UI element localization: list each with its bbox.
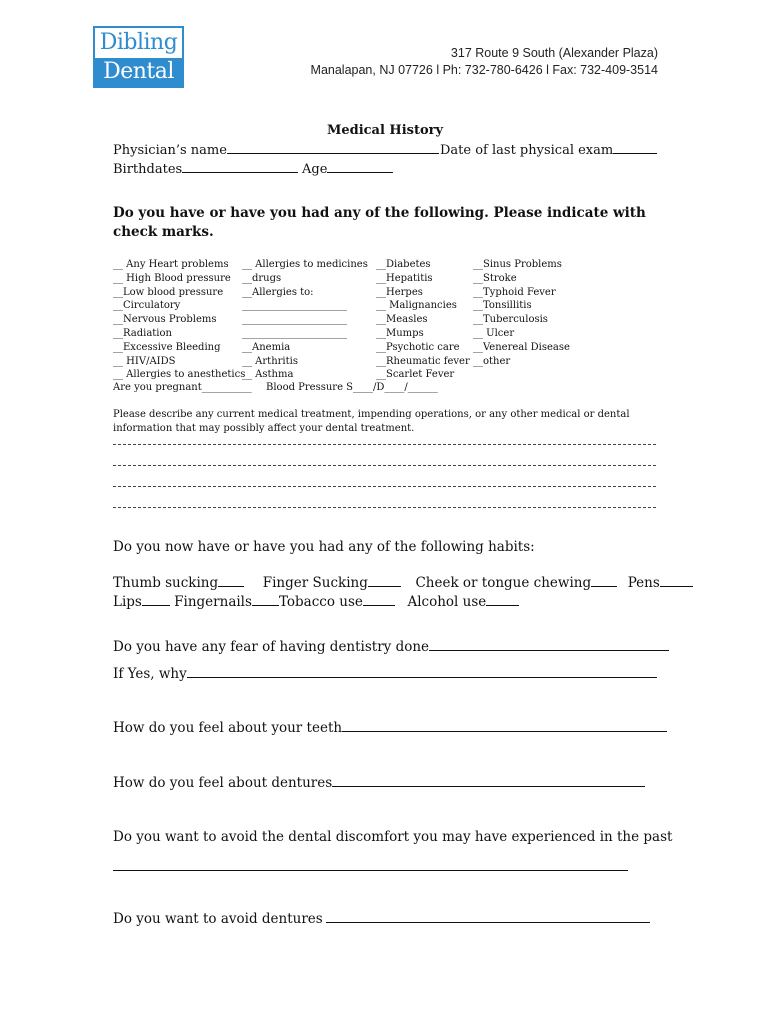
condition-item[interactable]: __Radiation <box>113 327 172 339</box>
logo-line-1: Dibling <box>99 30 178 55</box>
pens-blank[interactable] <box>660 574 693 587</box>
condition-item[interactable]: __Psychotic care <box>376 341 460 353</box>
conditions-column-1 <box>113 258 245 382</box>
finger-sucking-label: Finger Sucking <box>262 575 368 591</box>
describe-line-1: Please describe any current medical treatment, impending operations, or any other medical or dental <box>113 409 630 420</box>
why-label: If Yes, why <box>113 666 187 682</box>
physician-blank[interactable] <box>227 141 439 154</box>
avoid-dentures-field <box>113 910 650 927</box>
tobacco-label: Tobacco use <box>278 594 363 610</box>
alcohol-label: Alcohol use <box>407 594 487 610</box>
physician-label: Physician’s name <box>113 143 227 158</box>
last-exam-blank[interactable] <box>613 141 657 154</box>
alcohol-blank[interactable] <box>486 593 519 606</box>
dentures-field <box>113 774 645 791</box>
habits-question: Do you now have or have you had any of the following habits: <box>113 539 535 555</box>
last-exam-label: Date of last physical exam <box>440 143 614 158</box>
describe-answer-line-1[interactable] <box>113 444 656 445</box>
teeth-label: How do you feel about your teeth <box>113 720 343 736</box>
dentures-blank[interactable] <box>332 774 645 787</box>
avoid-dentures-label: Do you want to avoid dentures <box>113 911 323 927</box>
condition-item[interactable]: __ HIV/AIDS <box>113 355 176 367</box>
age-field <box>302 160 393 177</box>
condition-item[interactable]: __Low blood pressure <box>113 286 224 298</box>
age-blank[interactable] <box>327 160 393 173</box>
fear-label: Do you have any fear of having dentistry done <box>113 639 430 655</box>
describe-answer-line-3[interactable] <box>113 486 656 487</box>
dibling-dental-logo <box>93 26 184 88</box>
address-line-1: 317 Route 9 South (Alexander Plaza) <box>450 46 658 60</box>
cheek-chewing-label: Cheek or tongue chewing <box>415 575 592 591</box>
condition-item[interactable]: __Scarlet Fever <box>376 369 455 381</box>
condition-item[interactable]: __Circulatory <box>113 300 181 312</box>
tobacco-blank[interactable] <box>363 593 395 606</box>
habits-row-1 <box>113 574 693 591</box>
conditions-column-2 <box>242 258 368 382</box>
condition-item[interactable]: __ High Blood pressure <box>113 272 231 284</box>
condition-item[interactable]: __Tuberculosis <box>473 314 548 326</box>
blood-pressure-field[interactable]: Blood Pressure S____/D____/______ <box>266 382 438 393</box>
thumb-sucking-blank[interactable] <box>218 574 244 587</box>
describe-answer-line-2[interactable] <box>113 465 656 466</box>
lips-label: Lips <box>113 594 142 610</box>
condition-item[interactable]: __Herpes <box>376 286 423 298</box>
last-exam-field <box>440 141 657 158</box>
pregnant-field[interactable]: Are you pregnant__________ <box>113 382 252 393</box>
condition-item[interactable]: __Excessive Bleeding <box>113 341 221 353</box>
fear-field <box>113 638 669 655</box>
condition-item[interactable]: __Tonsillitis <box>473 300 532 312</box>
condition-item[interactable]: _____________________ <box>242 314 347 326</box>
birthdates-field <box>113 160 298 177</box>
conditions-column-4 <box>473 258 570 368</box>
condition-item[interactable]: __Mumps <box>376 327 424 339</box>
condition-item[interactable]: __Measles <box>376 314 428 326</box>
fingernails-blank[interactable] <box>252 593 279 606</box>
condition-item[interactable]: __Hepatitis <box>376 272 433 284</box>
habits-row-2 <box>113 593 519 610</box>
age-label: Age <box>302 162 328 177</box>
condition-item[interactable]: __Nervous Problems <box>113 314 217 326</box>
page-title: Medical History <box>326 123 444 138</box>
condition-item[interactable]: __ Any Heart problems <box>113 259 229 270</box>
teeth-blank[interactable] <box>342 719 667 732</box>
condition-item[interactable]: __ Allergies to medicines <box>242 259 368 270</box>
fingernails-label: Fingernails <box>174 594 252 610</box>
condition-item[interactable]: __Sinus Problems <box>473 259 562 270</box>
physician-field <box>113 141 439 158</box>
birthdates-blank[interactable] <box>182 160 298 173</box>
condition-item[interactable]: __ Ulcer <box>473 327 515 339</box>
condition-item[interactable]: __Stroke <box>473 272 517 284</box>
condition-item[interactable]: __Allergies to: <box>242 286 314 298</box>
condition-item[interactable]: __Anemia <box>242 341 291 353</box>
fear-blank[interactable] <box>429 638 669 651</box>
conditions-question: Do you have or have you had any of the following. Please indicate with check marks. <box>113 205 646 240</box>
condition-item[interactable]: __Typhoid Fever <box>473 286 556 298</box>
discomfort-blank[interactable] <box>113 870 628 871</box>
finger-sucking-blank[interactable] <box>368 574 401 587</box>
why-field <box>113 665 657 682</box>
describe-answer-line-4[interactable] <box>113 507 656 508</box>
discomfort-question: Do you want to avoid the dental discomfort you may have experienced in the past <box>113 829 673 845</box>
condition-item[interactable]: _____________________ <box>242 300 347 312</box>
logo-line-2: Dental <box>95 58 182 86</box>
condition-item[interactable]: _____________________ <box>242 327 347 339</box>
pens-label: Pens <box>627 575 660 591</box>
cheek-chewing-blank[interactable] <box>591 574 617 587</box>
condition-item[interactable]: __Venereal Disease <box>473 341 570 353</box>
condition-item[interactable]: __ Malignancies <box>376 300 457 312</box>
conditions-column-3 <box>376 258 470 382</box>
condition-item[interactable]: __Diabetes <box>376 259 431 270</box>
condition-item[interactable]: __ Allergies to anesthetics <box>113 369 246 381</box>
condition-item[interactable]: __ Asthma <box>242 369 294 381</box>
avoid-dentures-blank[interactable] <box>326 910 650 923</box>
condition-item[interactable]: __drugs <box>242 272 282 284</box>
condition-item[interactable]: __Rheumatic fever <box>376 355 470 367</box>
teeth-field <box>113 719 667 736</box>
birthdates-label: Birthdates <box>113 162 183 177</box>
condition-item[interactable]: __other <box>473 355 511 367</box>
thumb-sucking-label: Thumb sucking <box>113 575 219 591</box>
condition-item[interactable]: __ Arthritis <box>242 355 298 367</box>
address-line-2: Manalapan, NJ 07726 l Ph: 732-780-6426 l Fax: 732-409-3514 <box>310 63 658 77</box>
dentures-label: How do you feel about dentures <box>113 775 333 791</box>
describe-line-2: information that may possibly affect your dental treatment. <box>113 423 415 434</box>
why-blank[interactable] <box>187 665 657 678</box>
lips-blank[interactable] <box>142 593 170 606</box>
